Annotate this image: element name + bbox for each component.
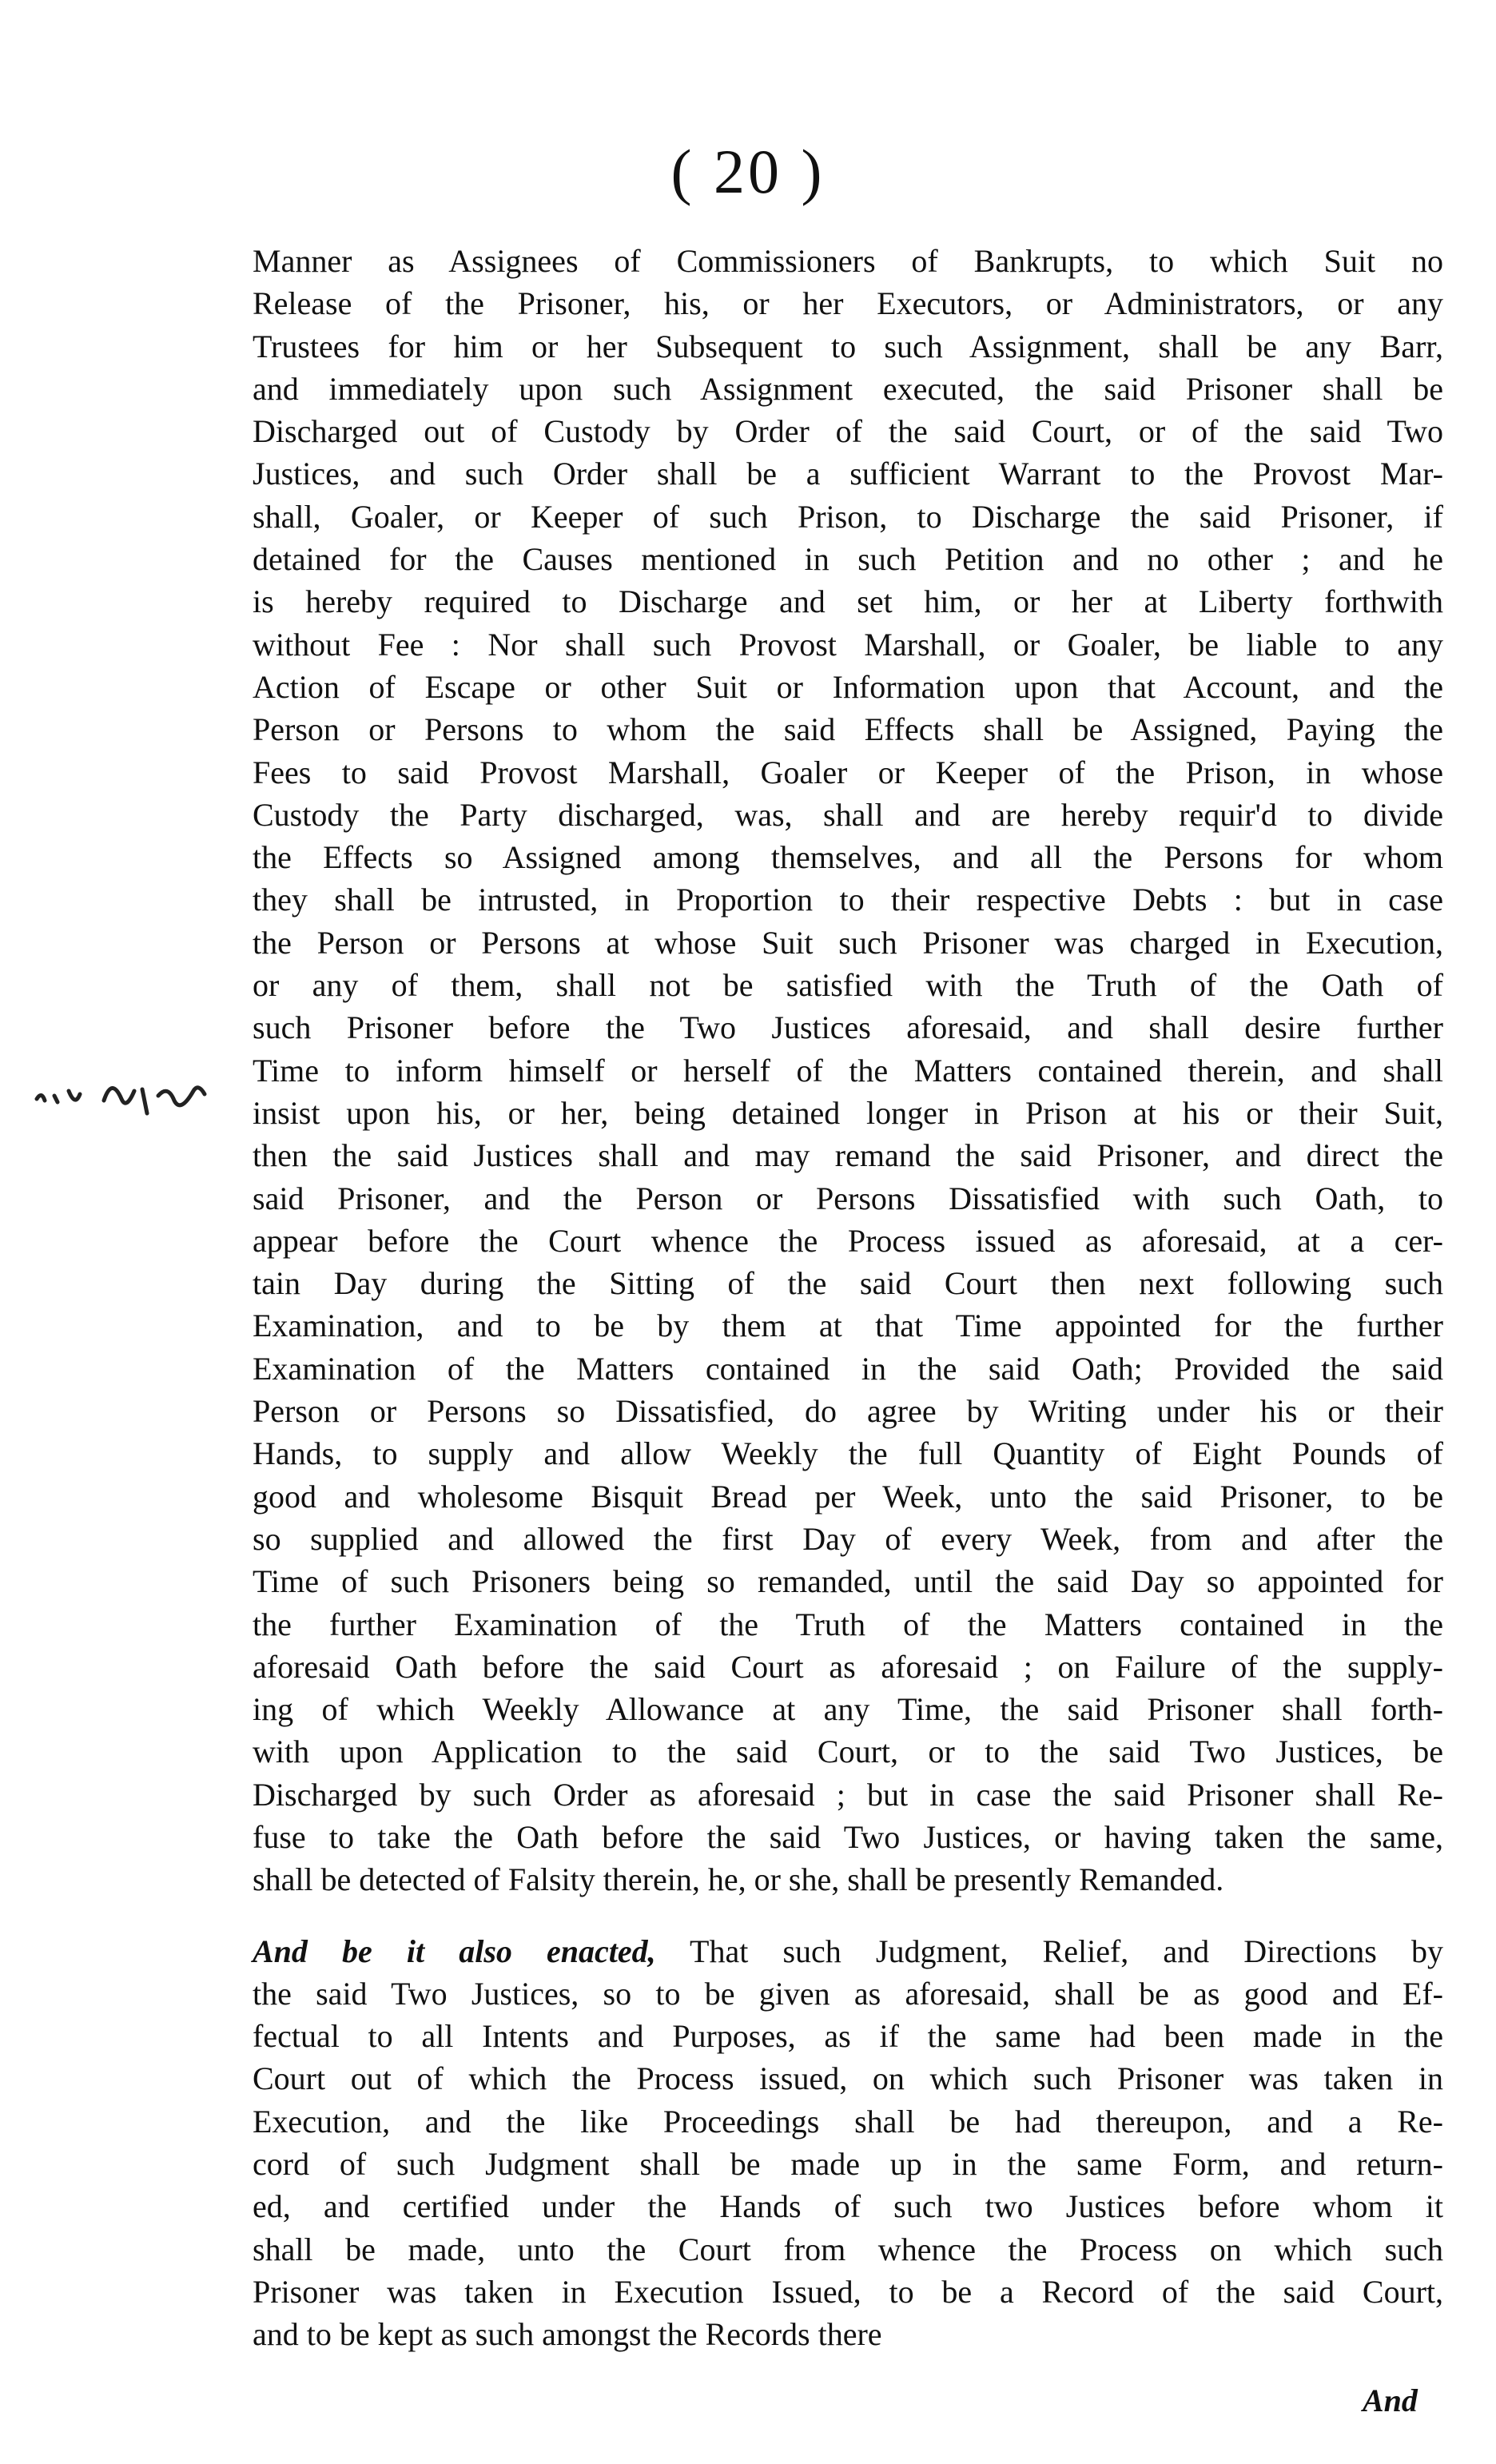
- paragraph-2: [253, 1930, 1443, 2356]
- body-text: [253, 240, 1443, 2356]
- text-line: Discharged by such Order as aforesaid ; but in case the said Prisoner shall Re-: [253, 1776, 1443, 1813]
- text-line: Prisoner was taken in Execution Issued, to be a Record of the said Court,: [253, 2273, 1443, 2310]
- text-line: Execution, and the like Proceedings shall be had thereupon, and a Re-: [253, 2103, 1443, 2140]
- text-line: shall, Goaler, or Keeper of such Prison, to Discharge the said Prisoner, if: [253, 498, 1443, 535]
- text-line: Time of such Prisoners being so remanded, until the said Day so appointed for: [253, 1563, 1443, 1600]
- text-line: Manner as Assignees of Commissioners of Bankrupts, to which Suit no: [253, 243, 1443, 279]
- text-line: the Person or Persons at whose Suit such Prisoner was charged in Execution,: [253, 924, 1443, 961]
- text-line: Discharged out of Custody by Order of the said Court, or of the said Two: [253, 413, 1443, 450]
- text-line: shall be detected of Falsity therein, he, or she, shall be presently Remanded.: [253, 1861, 1224, 1898]
- text-line: Justices, and such Order shall be a sufficient Warrant to the Provost Mar-: [253, 456, 1443, 492]
- text-line: insist upon his, or her, being detained longer in Prison at his or their Suit,: [253, 1094, 1443, 1131]
- text-line: is hereby required to Discharge and set him, or her at Liberty forthwith: [253, 583, 1443, 620]
- paragraph-1: [253, 240, 1443, 1901]
- text-line: Time to inform himself or herself of the Matters contained therein, and shall: [253, 1052, 1443, 1089]
- text-line: or any of them, shall not be satisfied with the Truth of the Oath of: [253, 967, 1443, 1004]
- text-line: ing of which Weekly Allowance at any Time, the said Prisoner shall forth-: [253, 1691, 1443, 1728]
- text-line: Fees to said Provost Marshall, Goaler or Keeper of the Prison, in whose: [253, 754, 1443, 790]
- page-number: ( 20 ): [670, 137, 826, 206]
- text-line: Person or Persons so Dissatisfied, do agree by Writing under his or their: [253, 1393, 1443, 1430]
- text-line: fectual to all Intents and Purposes, as if the same had been made in the: [253, 2018, 1443, 2055]
- text-line: tain Day during the Sitting of the said Court then next following such: [253, 1265, 1443, 1302]
- text-line: Custody the Party discharged, was, shall and are hereby requir'd to divide: [253, 796, 1443, 833]
- text-line: Person or Persons to whom the said Effects shall be Assigned, Paying the: [253, 711, 1443, 748]
- text-line: Hands, to supply and allow Weekly the full Quantity of Eight Pounds of: [253, 1435, 1443, 1472]
- text-line: detained for the Causes mentioned in such Petition and no other ; and he: [253, 541, 1443, 578]
- text-line: without Fee : Nor shall such Provost Marshall, or Goaler, be liable to any: [253, 626, 1443, 663]
- text-line: Examination of the Matters contained in the said Oath; Provided the said: [253, 1350, 1443, 1387]
- text-line: they shall be intrusted, in Proportion to their respective Debts : but in case: [253, 882, 1443, 918]
- paragraph-lead: And be it also enacted,: [253, 1933, 656, 1969]
- text-line: such Prisoner before the Two Justices aforesaid, and shall desire further: [253, 1009, 1443, 1046]
- text-line-rest: That such Judgment, Relief, and Directions by: [655, 1933, 1443, 1969]
- text-line: the Effects so Assigned among themselves, and all the Persons for whom: [253, 839, 1443, 876]
- handwritten-margin-note-icon: [30, 1067, 238, 1131]
- text-line: and to be kept as such amongst the Records there: [253, 2316, 882, 2353]
- text-line: so supplied and allowed the first Day of every Week, from and after the: [253, 1520, 1443, 1557]
- text-line: good and wholesome Bisquit Bread per Week, unto the said Prisoner, to be: [253, 1478, 1443, 1515]
- text-line: Examination, and to be by them at that Time appointed for the further: [253, 1308, 1443, 1344]
- text-line: fuse to take the Oath before the said Two Justices, or having taken the same,: [253, 1818, 1443, 1855]
- text-line: shall be made, unto the Court from whence the Process on which such: [253, 2231, 1443, 2267]
- text-line: [253, 1930, 1443, 1972]
- text-line: and immediately upon such Assignment executed, the said Prisoner shall be: [253, 370, 1443, 407]
- text-line: said Prisoner, and the Person or Persons Dissatisfied with such Oath, to: [253, 1180, 1443, 1216]
- text-line: Release of the Prisoner, his, or her Executors, or Administrators, or any: [253, 285, 1443, 322]
- catchword: And: [1363, 2382, 1418, 2418]
- text-line: aforesaid Oath before the said Court as aforesaid ; on Failure of the supply-: [253, 1648, 1443, 1685]
- text-line: Action of Escape or other Suit or Information upon that Account, and the: [253, 668, 1443, 705]
- text-line: with upon Application to the said Court, or to the said Two Justices, be: [253, 1734, 1443, 1770]
- text-line: appear before the Court whence the Process issued as aforesaid, at a cer-: [253, 1222, 1443, 1259]
- text-line: then the said Justices shall and may remand the said Prisoner, and direct the: [253, 1137, 1443, 1174]
- text-line: Trustees for him or her Subsequent to such Assignment, shall be any Barr,: [253, 328, 1443, 364]
- text-line: Court out of which the Process issued, on which such Prisoner was taken in: [253, 2060, 1443, 2097]
- text-line: the said Two Justices, so to be given as aforesaid, shall be as good and Ef-: [253, 1975, 1443, 2012]
- text-line: ed, and certified under the Hands of such two Justices before whom it: [253, 2188, 1443, 2225]
- text-line: the further Examination of the Truth of the Matters contained in the: [253, 1606, 1443, 1642]
- text-line: cord of such Judgment shall be made up in the same Form, and return-: [253, 2146, 1443, 2183]
